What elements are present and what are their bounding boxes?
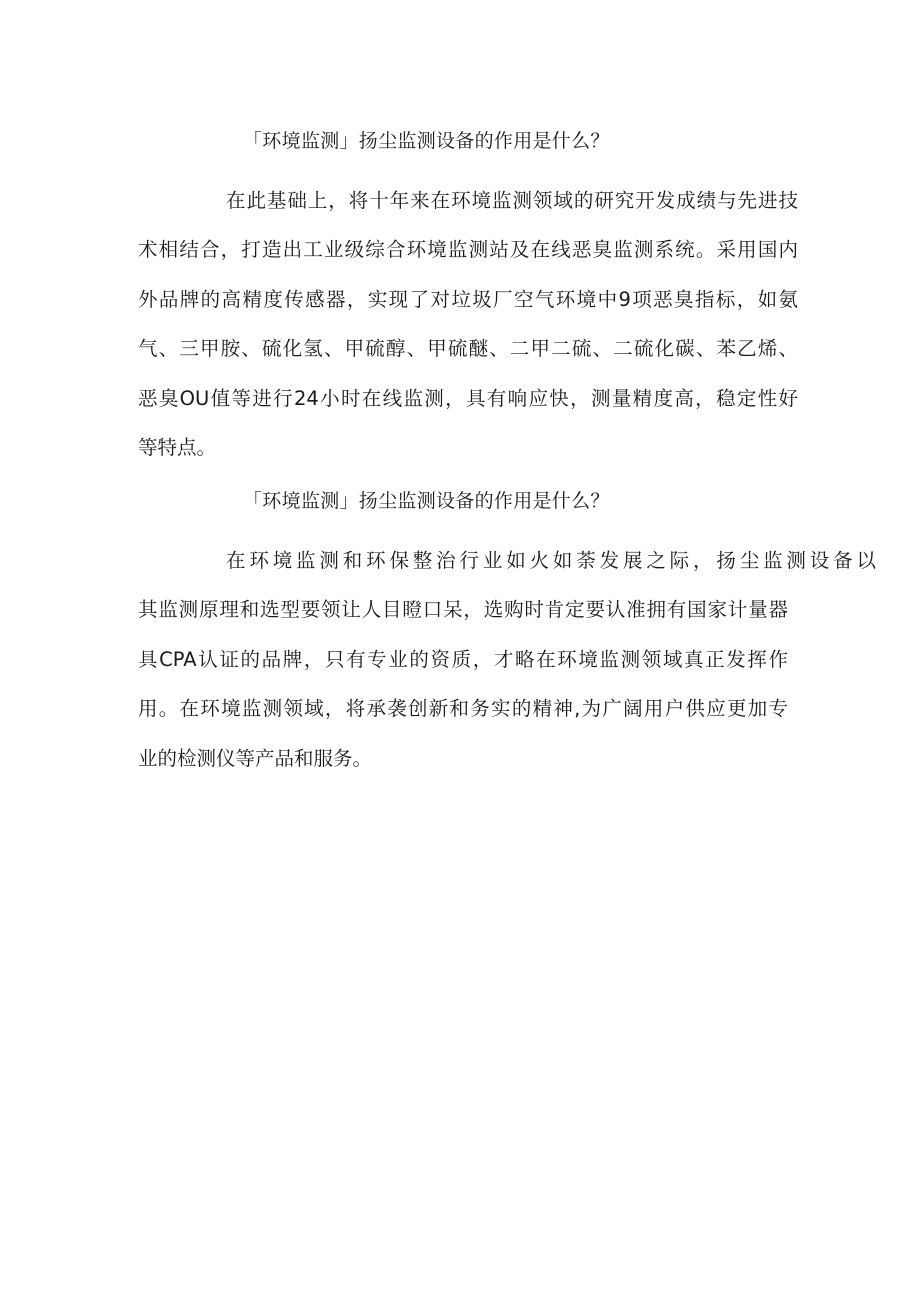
paragraph-line: 用。在环境监测领域，将承袭创新和务实的精神,为广阔用户供应更加专 — [138, 697, 788, 721]
section-heading-2: 「环境监测」扬尘监测设备的作用是什么？ — [243, 490, 610, 512]
paragraph-line: 在此基础上，将十年来在环境监测领域的研究开发成绩与先进技 — [226, 189, 798, 212]
paragraph-line: 其监测原理和选型要领让人目瞪口呆，选购时肯定要认准拥有国家计量器 — [138, 598, 788, 622]
paragraph-line: 在环境监测和环保整治行业如火如荼发展之际，扬尘监测设备以 — [226, 549, 876, 572]
paragraph-line: 外品牌的高精度传感器，实现了对垃圾厂空气环境中9项恶臭指标，如氨 — [138, 287, 798, 311]
paragraph-line: 业的检测仪等产品和服务。 — [138, 746, 373, 770]
paragraph-line: 气、三甲胺、硫化氢、甲硫醇、甲硫醚、二甲二硫、二硫化碳、苯乙烯、 — [138, 337, 798, 361]
paragraph-2 — [138, 536, 876, 783]
paragraph-line: 术相结合，打造出工业级综合环境监测站及在线恶臭监测系统。采用国内 — [138, 238, 798, 262]
paragraph-line: 具CPA认证的品牌，只有专业的资质，才略在环境监测领域真正发挥作 — [138, 647, 788, 671]
paragraph-1 — [138, 176, 798, 472]
section-heading-1: 「环境监测」扬尘监测设备的作用是什么？ — [243, 130, 610, 152]
paragraph-line: 恶臭OU值等进行24小时在线监测，具有响应快，测量精度高，稳定性好 — [138, 386, 798, 410]
paragraph-line: 等特点。 — [138, 435, 217, 459]
